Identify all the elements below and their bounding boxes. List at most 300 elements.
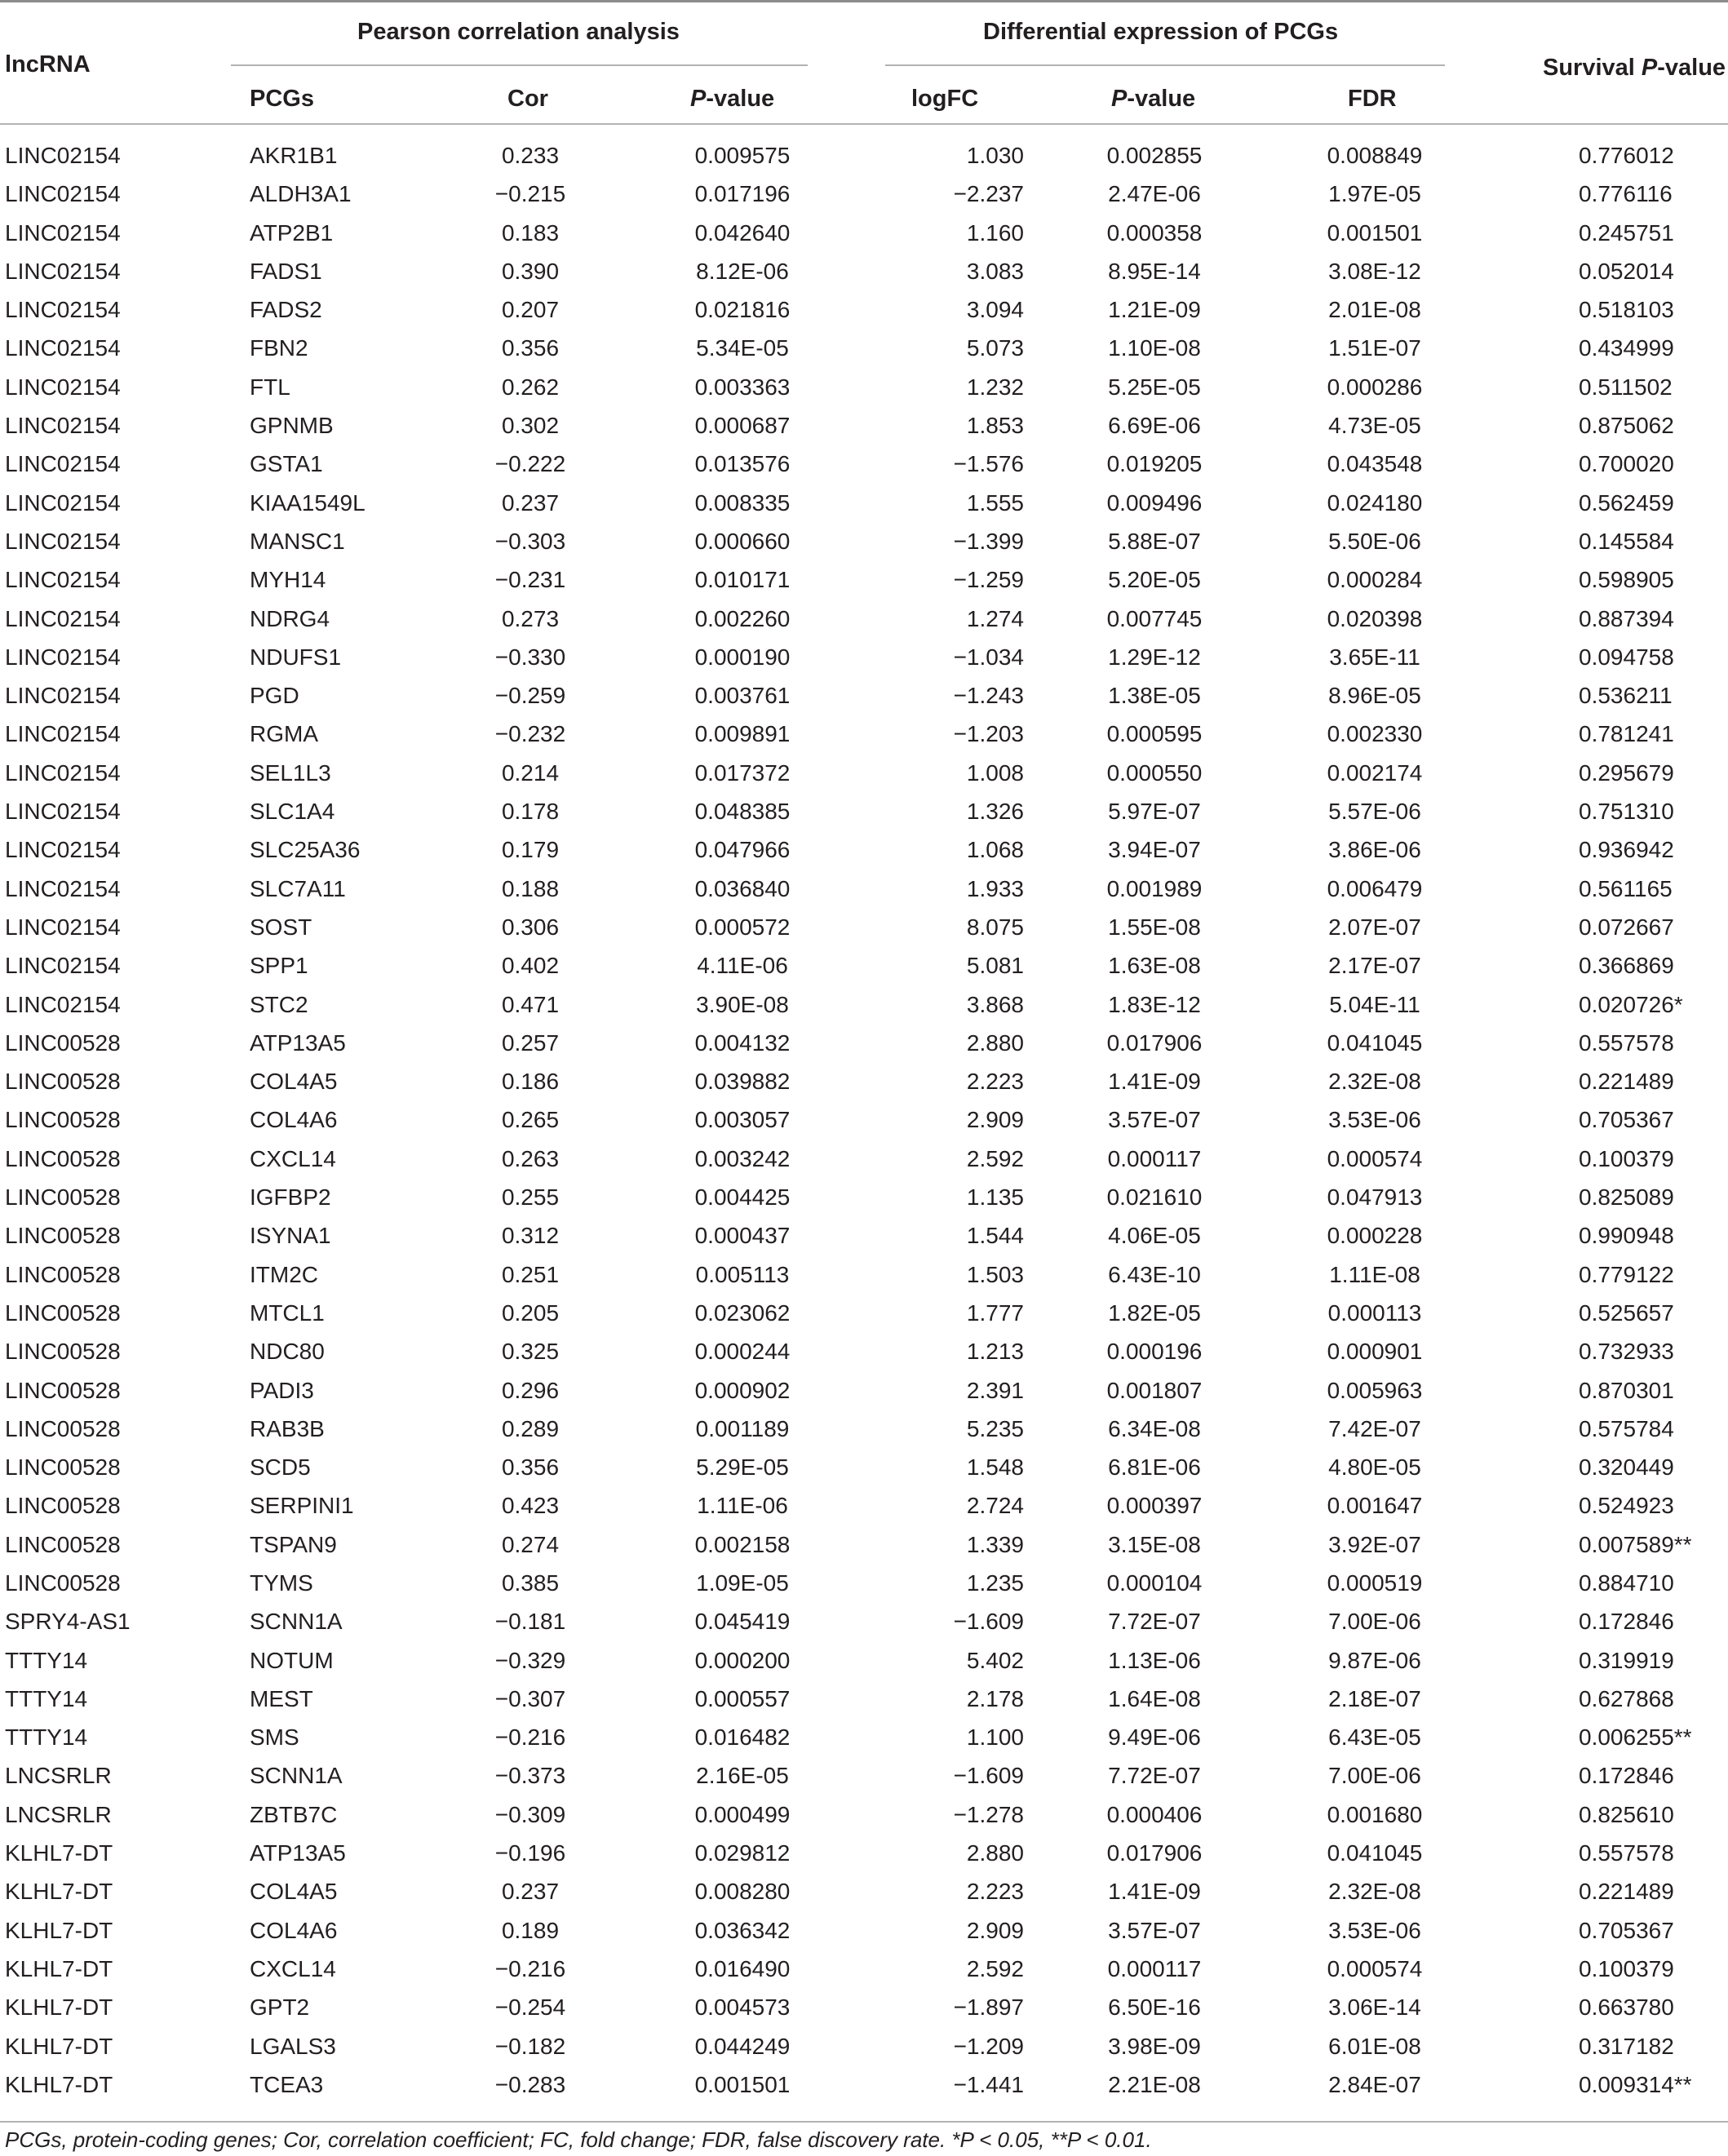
table-row	[0, 1026, 1728, 1065]
pcg-cell: IGFBP2	[250, 1184, 331, 1211]
table-row	[0, 756, 1728, 795]
fdr-cell: 7.42E-07	[1328, 1415, 1421, 1441]
pcg-cell: RAB3B	[250, 1415, 325, 1441]
pcg-cell: SLC7A11	[250, 875, 346, 901]
pvalue-cell: 0.000687	[694, 413, 791, 439]
logfc-cell: −1.609	[953, 1609, 1024, 1635]
survival-pvalue-cell: 0.320449	[1579, 1454, 1674, 1481]
fdr-cell: 0.000574	[1327, 1955, 1423, 1981]
fdr-cell: 3.92E-07	[1328, 1531, 1421, 1557]
pvalue-cell: 0.000902	[694, 1377, 791, 1403]
lncrna-cell: LINC00528	[5, 1339, 121, 1365]
fdr-cell: 5.50E-06	[1328, 528, 1421, 554]
fdr-cell: 5.57E-06	[1328, 799, 1421, 825]
table-row	[0, 872, 1728, 910]
top-rule	[0, 0, 1728, 2]
fdr-cell: 2.84E-07	[1328, 2071, 1421, 2097]
survival-pvalue-cell: 0.705367	[1579, 1107, 1674, 1133]
fdr-cell: 0.006479	[1327, 875, 1423, 901]
lncrna-cell: LINC00528	[5, 1454, 121, 1481]
table-row	[0, 1528, 1728, 1566]
diff-group-rule	[885, 64, 1445, 66]
pcg-cell: MYH14	[250, 567, 326, 593]
logfc-cell: −1.441	[953, 2071, 1024, 2097]
survival-pvalue-cell: 0.561165	[1579, 875, 1673, 901]
survival-pvalue-cell: 0.020726*	[1579, 991, 1683, 1017]
cor-cell: 0.296	[501, 1377, 560, 1403]
pvalue-cell: 0.045419	[694, 1609, 791, 1635]
pcg-cell: MANSC1	[250, 528, 345, 554]
fdr-cell: 0.002330	[1327, 721, 1423, 747]
table-row	[0, 602, 1728, 640]
pvalue-cell: 0.000660	[694, 528, 791, 554]
lncrna-cell: LINC02154	[5, 799, 121, 825]
table-row	[0, 1682, 1728, 1720]
header-fdr: FDR	[1348, 86, 1397, 112]
diff-pvalue-cell: 5.88E-07	[1108, 528, 1201, 554]
lncrna-cell: LINC00528	[5, 1569, 121, 1596]
cor-cell: 0.189	[501, 1917, 560, 1943]
pvalue-cell: 0.002260	[694, 605, 791, 631]
pvalue-cell: 0.000244	[694, 1339, 791, 1365]
survival-pvalue-cell: 0.245751	[1579, 219, 1674, 246]
lncrna-cell: LINC02154	[5, 258, 121, 284]
table-row	[0, 1605, 1728, 1643]
survival-pvalue-cell: 0.936942	[1579, 837, 1674, 863]
diff-pvalue-cell: 0.002855	[1106, 143, 1203, 168]
table-row	[0, 640, 1728, 679]
diff-pvalue-cell: 1.82E-05	[1108, 1299, 1201, 1326]
logfc-cell: 1.008	[966, 759, 1024, 786]
fdr-cell: 3.08E-12	[1328, 258, 1421, 284]
table-row	[0, 216, 1728, 255]
cor-cell: 0.257	[501, 1029, 560, 1056]
fdr-cell: 0.008849	[1327, 143, 1423, 168]
logfc-cell: 1.933	[966, 875, 1024, 901]
diff-pvalue-cell: 0.017906	[1106, 1029, 1203, 1056]
diff-pvalue-cell: 0.000117	[1107, 1145, 1202, 1171]
lncrna-cell: LINC00528	[5, 1377, 121, 1403]
table-row	[0, 1142, 1728, 1180]
pvalue-cell: 0.044249	[694, 2033, 791, 2059]
lncrna-cell: LINC02154	[5, 219, 121, 246]
lncrna-cell: LINC02154	[5, 451, 121, 477]
cor-cell: 0.265	[501, 1107, 560, 1133]
logfc-cell: 5.073	[966, 335, 1024, 361]
table-row	[0, 1759, 1728, 1797]
pvalue-cell: 0.036840	[694, 875, 791, 901]
survival-pvalue-cell: 0.825089	[1579, 1184, 1674, 1211]
logfc-cell: 5.402	[966, 1647, 1024, 1673]
lncrna-cell: LINC02154	[5, 297, 121, 323]
diff-pvalue-cell: 1.13E-06	[1108, 1647, 1201, 1673]
lncrna-cell: KLHL7-DT	[5, 1955, 113, 1981]
pcg-cell: SCD5	[250, 1454, 311, 1481]
table-row	[0, 1566, 1728, 1605]
fdr-cell: 9.87E-06	[1328, 1647, 1421, 1673]
fdr-cell: 2.32E-08	[1328, 1879, 1421, 1905]
table-row	[0, 910, 1728, 949]
diff-pvalue-cell: 1.29E-12	[1108, 644, 1201, 670]
survival-pvalue-cell: 0.221489	[1579, 1879, 1674, 1905]
table-row	[0, 177, 1728, 215]
diff-pvalue-cell: 1.41E-09	[1108, 1069, 1201, 1095]
logfc-cell: 1.777	[966, 1299, 1024, 1326]
header-pvalue-p: P	[690, 86, 707, 112]
table-row	[0, 1296, 1728, 1335]
lncrna-cell: LNCSRLR	[5, 1763, 112, 1789]
logfc-cell: 2.909	[966, 1917, 1024, 1943]
diff-pvalue-cell: 2.47E-06	[1108, 181, 1201, 207]
fdr-cell: 3.65E-11	[1329, 644, 1420, 670]
cor-cell: 0.262	[501, 374, 560, 400]
lncrna-cell: LINC02154	[5, 143, 121, 168]
logfc-cell: 1.326	[966, 799, 1024, 825]
table-row	[0, 1412, 1728, 1450]
cor-cell: 0.251	[501, 1261, 560, 1287]
cor-cell: −0.215	[494, 181, 566, 207]
diff-pvalue-cell: 0.001807	[1106, 1377, 1203, 1403]
survival-pvalue-cell: 0.627868	[1579, 1685, 1674, 1711]
diff-pvalue-cell: 0.000117	[1107, 1955, 1202, 1981]
logfc-cell: 1.135	[966, 1184, 1024, 1211]
lncrna-cell: LINC02154	[5, 605, 121, 631]
cor-cell: −0.307	[494, 1685, 566, 1711]
pcg-cell: SCNN1A	[250, 1763, 343, 1789]
pcg-cell: FBN2	[250, 335, 308, 361]
diff-pvalue-cell: 3.57E-07	[1108, 1917, 1201, 1943]
diff-pvalue-cell: 3.57E-07	[1108, 1107, 1201, 1133]
pvalue-cell: 1.11E-06	[697, 1493, 788, 1519]
pcg-cell: SERPINI1	[250, 1493, 354, 1519]
logfc-cell: 2.909	[966, 1107, 1024, 1133]
fdr-cell: 0.000113	[1327, 1299, 1422, 1326]
diff-pvalue-cell: 4.06E-05	[1108, 1223, 1201, 1249]
pcg-cell: SLC1A4	[250, 799, 335, 825]
table-row	[0, 988, 1728, 1026]
fdr-cell: 3.53E-06	[1328, 1107, 1421, 1133]
logfc-cell: −1.609	[953, 1763, 1024, 1789]
table-row	[0, 833, 1728, 871]
lncrna-cell: LINC02154	[5, 644, 121, 670]
logfc-cell: 1.274	[966, 605, 1024, 631]
table-row	[0, 795, 1728, 833]
cor-cell: −0.222	[494, 451, 566, 477]
pvalue-cell: 0.009575	[694, 143, 791, 168]
table-row	[0, 563, 1728, 601]
survival-pvalue-cell: 0.319919	[1579, 1647, 1674, 1673]
survival-pvalue-cell: 0.172846	[1579, 1763, 1674, 1789]
lncrna-cell: KLHL7-DT	[5, 1917, 113, 1943]
logfc-cell: 1.100	[966, 1724, 1024, 1751]
pcg-cell: TSPAN9	[250, 1531, 337, 1557]
logfc-cell: 1.232	[966, 374, 1024, 400]
pcg-cell: ZBTB7C	[250, 1801, 338, 1827]
fdr-cell: 0.001647	[1327, 1493, 1423, 1519]
survival-pvalue-cell: 0.557578	[1579, 1840, 1674, 1866]
logfc-cell: 1.068	[966, 837, 1024, 863]
lncrna-cell: LINC02154	[5, 683, 121, 709]
diff-pvalue-cell: 0.000358	[1106, 219, 1203, 246]
cor-cell: 0.356	[501, 335, 560, 361]
survival-pvalue-cell: 0.524923	[1579, 1493, 1674, 1519]
lncrna-cell: LINC02154	[5, 413, 121, 439]
logfc-cell: −1.399	[953, 528, 1024, 554]
pvalue-cell: 0.048385	[694, 799, 791, 825]
cor-cell: 0.237	[501, 489, 560, 516]
fdr-cell: 0.041045	[1327, 1840, 1423, 1866]
pvalue-cell: 0.010171	[694, 567, 791, 593]
cor-cell: 0.205	[501, 1299, 560, 1326]
logfc-cell: 2.391	[966, 1377, 1024, 1403]
logfc-cell: 3.868	[966, 991, 1024, 1017]
cor-cell: 0.263	[501, 1145, 560, 1171]
survival-pvalue-cell: 0.875062	[1579, 413, 1674, 439]
cor-cell: −0.254	[494, 1994, 566, 2021]
survival-pvalue-cell: 0.536211	[1579, 683, 1673, 709]
header-cor: Cor	[507, 86, 548, 112]
pvalue-cell: 0.042640	[694, 219, 791, 246]
pvalue-cell: 3.90E-08	[696, 991, 789, 1017]
pcg-cell: AKR1B1	[250, 143, 338, 168]
diff-pvalue-cell: 0.000397	[1106, 1493, 1203, 1519]
pcg-cell: TCEA3	[250, 2071, 324, 2097]
pvalue-cell: 4.11E-06	[697, 953, 788, 979]
fdr-cell: 1.51E-07	[1328, 335, 1421, 361]
diff-pvalue-cell: 3.15E-08	[1108, 1531, 1201, 1557]
pvalue-cell: 0.000499	[694, 1801, 791, 1827]
fdr-cell: 0.000228	[1327, 1223, 1423, 1249]
survival-pvalue-cell: 0.557578	[1579, 1029, 1674, 1056]
diff-pvalue-cell: 1.21E-09	[1108, 297, 1201, 323]
diff-pvalue-cell: 1.10E-08	[1108, 335, 1201, 361]
cor-cell: −0.330	[494, 644, 566, 670]
lncrna-cell: KLHL7-DT	[5, 1994, 113, 2021]
table-row	[0, 1952, 1728, 1990]
fdr-cell: 6.01E-08	[1328, 2033, 1421, 2059]
pcg-cell: LGALS3	[250, 2033, 336, 2059]
cor-cell: −0.259	[494, 683, 566, 709]
table-row	[0, 1103, 1728, 1141]
logfc-cell: 2.178	[966, 1685, 1024, 1711]
pvalue-cell: 0.004573	[694, 1994, 791, 2021]
logfc-cell: 1.544	[966, 1223, 1024, 1249]
diff-pvalue-cell: 0.019205	[1106, 451, 1203, 477]
pcg-cell: COL4A5	[250, 1879, 338, 1905]
table-row	[0, 1219, 1728, 1257]
lncrna-cell: LINC02154	[5, 991, 121, 1017]
fdr-cell: 7.00E-06	[1328, 1763, 1421, 1789]
header-pvalue-suffix: -value	[706, 86, 775, 112]
header-group-pearson: Pearson correlation analysis	[357, 19, 680, 45]
survival-pvalue-cell: 0.779122	[1579, 1261, 1674, 1287]
pcg-cell: ITM2C	[250, 1261, 318, 1287]
lncrna-cell: LINC00528	[5, 1029, 121, 1056]
lncrna-cell: LINC00528	[5, 1145, 121, 1171]
logfc-cell: 3.083	[966, 258, 1024, 284]
logfc-cell: 1.160	[966, 219, 1024, 246]
pcg-cell: SLC25A36	[250, 837, 361, 863]
pcg-cell: NDRG4	[250, 605, 330, 631]
lncrna-cell: LINC00528	[5, 1107, 121, 1133]
fdr-cell: 0.001680	[1327, 1801, 1423, 1827]
logfc-cell: 2.592	[966, 1955, 1024, 1981]
survival-pvalue-cell: 0.052014	[1579, 258, 1674, 284]
lncrna-cell: LINC02154	[5, 489, 121, 516]
pcg-cell: NOTUM	[250, 1647, 334, 1673]
pcg-cell: FADS2	[250, 297, 322, 323]
survival-pvalue-cell: 0.887394	[1579, 605, 1674, 631]
header-rule	[0, 123, 1728, 125]
table-row	[0, 949, 1728, 987]
logfc-cell: −1.576	[953, 451, 1024, 477]
pvalue-cell: 0.004425	[694, 1184, 791, 1211]
lncrna-cell: TTTY14	[5, 1647, 88, 1673]
pvalue-cell: 0.003761	[694, 683, 791, 709]
table-row	[0, 1258, 1728, 1296]
survival-pvalue-cell: 0.434999	[1579, 335, 1674, 361]
cor-cell: 0.325	[501, 1339, 560, 1365]
diff-pvalue-cell: 1.63E-08	[1108, 953, 1201, 979]
pvalue-cell: 0.001189	[695, 1415, 790, 1441]
diff-pvalue-cell: 1.41E-09	[1108, 1879, 1201, 1905]
lncrna-cell: TTTY14	[5, 1724, 88, 1751]
pvalue-cell: 8.12E-06	[696, 258, 789, 284]
pcg-cell: NDUFS1	[250, 644, 342, 670]
pcg-cell: NDC80	[250, 1339, 325, 1365]
fdr-cell: 0.043548	[1327, 451, 1423, 477]
survival-pvalue-cell: 0.705367	[1579, 1917, 1674, 1943]
fdr-cell: 3.06E-14	[1328, 1994, 1421, 2021]
lncrna-cell: LINC02154	[5, 837, 121, 863]
pcg-cell: RGMA	[250, 721, 318, 747]
lncrna-cell: LINC00528	[5, 1299, 121, 1326]
pcg-cell: GSTA1	[250, 451, 323, 477]
cor-cell: 0.312	[501, 1223, 560, 1249]
pcg-cell: PADI3	[250, 1377, 314, 1403]
diff-pvalue-cell: 6.43E-10	[1108, 1261, 1201, 1287]
table-row	[0, 370, 1728, 409]
header-pcgs: PCGs	[250, 86, 314, 112]
pvalue-cell: 0.003363	[694, 374, 791, 400]
header-pvalue	[690, 85, 774, 113]
survival-pvalue-cell: 0.009314**	[1579, 2071, 1692, 2097]
lncrna-cell: SPRY4-AS1	[5, 1609, 131, 1635]
logfc-cell: 5.081	[966, 953, 1024, 979]
logfc-cell: 1.339	[966, 1531, 1024, 1557]
pvalue-cell: 0.036342	[694, 1917, 791, 1943]
logfc-cell: 1.235	[966, 1569, 1024, 1596]
table-row	[0, 486, 1728, 525]
survival-pvalue-cell: 0.295679	[1579, 759, 1674, 786]
cor-cell: −0.216	[494, 1724, 566, 1751]
fdr-cell: 1.97E-05	[1328, 181, 1421, 207]
cor-cell: −0.196	[494, 1840, 566, 1866]
pvalue-cell: 0.021816	[694, 297, 791, 323]
lncrna-cell: LINC02154	[5, 759, 121, 786]
cor-cell: −0.303	[494, 528, 566, 554]
cor-cell: 0.302	[501, 413, 560, 439]
diff-pvalue-cell: 0.017906	[1106, 1840, 1203, 1866]
survival-pvalue-cell: 0.776012	[1579, 143, 1674, 168]
diff-pvalue-cell: 1.55E-08	[1108, 914, 1201, 940]
table-row	[0, 331, 1728, 370]
fdr-cell: 0.001501	[1327, 219, 1423, 246]
cor-cell: 0.273	[501, 605, 560, 631]
fdr-cell: 0.000574	[1327, 1145, 1423, 1171]
lncrna-cell: LINC00528	[5, 1223, 121, 1249]
lncrna-cell: LINC02154	[5, 528, 121, 554]
pvalue-cell: 0.002158	[694, 1531, 791, 1557]
survival-pvalue-cell: 0.575784	[1579, 1415, 1674, 1441]
pvalue-cell: 5.29E-05	[696, 1454, 789, 1481]
pvalue-cell: 5.34E-05	[696, 335, 789, 361]
survival-pvalue-cell: 0.598905	[1579, 567, 1674, 593]
diff-pvalue-cell: 5.97E-07	[1108, 799, 1201, 825]
diff-pvalue-cell: 3.94E-07	[1108, 837, 1201, 863]
cor-cell: 0.385	[501, 1569, 560, 1596]
logfc-cell: 2.880	[966, 1840, 1024, 1866]
fdr-cell: 4.80E-05	[1328, 1454, 1421, 1481]
pcg-cell: ATP13A5	[250, 1029, 346, 1056]
logfc-cell: 1.548	[966, 1454, 1024, 1481]
pvalue-cell: 0.000190	[694, 644, 791, 670]
fdr-cell: 0.005963	[1327, 1377, 1423, 1403]
fdr-cell: 3.53E-06	[1328, 1917, 1421, 1943]
table-row	[0, 2068, 1728, 2106]
diff-pvalue-cell: 0.009496	[1106, 489, 1203, 516]
table-row	[0, 1644, 1728, 1682]
survival-pvalue-cell: 0.100379	[1579, 1145, 1674, 1171]
table-row	[0, 1335, 1728, 1373]
logfc-cell: 3.094	[966, 297, 1024, 323]
table-row	[0, 255, 1728, 293]
header-logfc: logFC	[911, 86, 979, 112]
cor-cell: 0.255	[501, 1184, 560, 1211]
pvalue-cell: 0.047966	[694, 837, 791, 863]
cor-cell: 0.471	[501, 991, 560, 1017]
cor-cell: −0.216	[494, 1955, 566, 1981]
fdr-cell: 0.000284	[1327, 567, 1423, 593]
diff-pvalue-cell: 1.83E-12	[1108, 991, 1201, 1017]
survival-pvalue-cell: 0.317182	[1579, 2033, 1674, 2059]
diff-pvalue-cell: 0.000595	[1106, 721, 1203, 747]
pcg-cell: STC2	[250, 991, 308, 1017]
header-lncrna: lncRNA	[5, 51, 91, 77]
survival-pvalue-cell: 0.990948	[1579, 1223, 1674, 1249]
lncrna-cell: LINC02154	[5, 914, 121, 940]
header-diff-pvalue-p: P	[1111, 86, 1128, 112]
lncrna-cell: KLHL7-DT	[5, 2033, 113, 2059]
cor-cell: 0.188	[501, 875, 560, 901]
pvalue-cell: 0.001501	[694, 2071, 791, 2097]
fdr-cell: 3.86E-06	[1328, 837, 1421, 863]
pvalue-cell: 0.005113	[695, 1261, 790, 1287]
survival-pvalue-cell: 0.006255**	[1579, 1724, 1692, 1751]
pcg-cell: SMS	[250, 1724, 299, 1751]
pvalue-cell: 0.000557	[694, 1685, 791, 1711]
logfc-cell: 2.592	[966, 1145, 1024, 1171]
table-footnote: PCGs, protein-coding genes; Cor, correlation coefficient; FC, fold change; FDR, false discovery rate. *P < 0.05, **P < 0.01.	[5, 2127, 1152, 2152]
fdr-cell: 5.04E-11	[1329, 991, 1420, 1017]
diff-pvalue-cell: 5.25E-05	[1108, 374, 1201, 400]
lncrna-cell: LINC02154	[5, 181, 121, 207]
table-row	[0, 1720, 1728, 1759]
table-row	[0, 1180, 1728, 1219]
pcg-cell: GPNMB	[250, 413, 334, 439]
logfc-cell: 2.724	[966, 1493, 1024, 1519]
cor-cell: 0.179	[501, 837, 560, 863]
